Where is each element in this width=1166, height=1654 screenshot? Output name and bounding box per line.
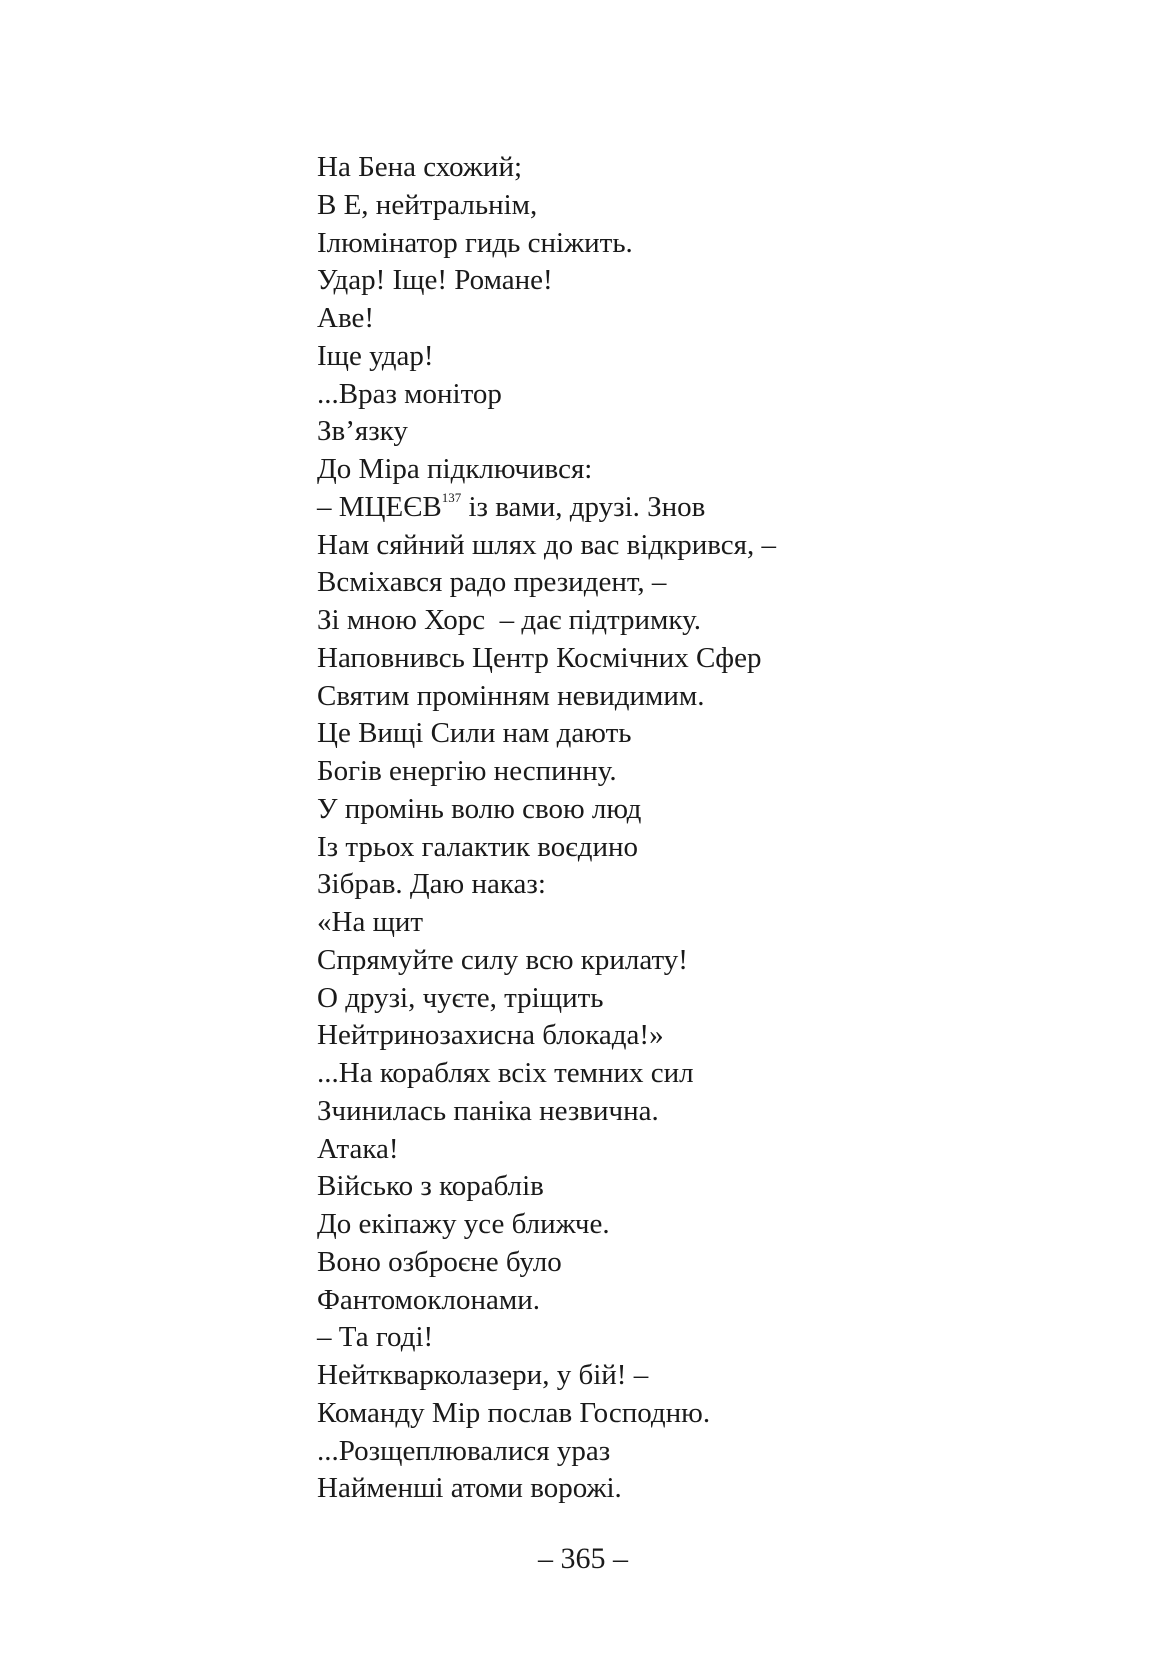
poem-line: Фантомоклонами.: [317, 1283, 540, 1316]
poem-line: Це Вищі Сили нам дають: [317, 717, 632, 750]
poem-line: Ілюмінатор гидь сніжить.: [317, 226, 633, 259]
poem-line: У промінь волю свою люд: [317, 792, 642, 825]
poem-line: Зі мною Хорс – дає підтримку.: [317, 604, 701, 636]
poem-line: На Бена схожий;: [317, 151, 523, 183]
poem: [317, 149, 1077, 1508]
poem-line: Із трьох галактик воєдино: [317, 830, 638, 863]
poem-line: ...На кораблях всіх темних сил: [317, 1057, 694, 1089]
poem-line: ...Враз монітор: [317, 377, 502, 410]
poem-line: В Е, нейтральнім,: [317, 188, 538, 221]
poem-line: Нам сяйний шлях до вас відкрився, –: [317, 528, 777, 561]
poem-line: Спрямуйте силу всю крилату!: [317, 943, 688, 976]
page-number: – 365 –: [538, 1542, 628, 1575]
poem-line: Військо з кораблів: [317, 1170, 544, 1203]
poem-line: Команду Мір послав Господню.: [317, 1396, 711, 1429]
line-text-after: із вами, друзі. Знов: [461, 490, 706, 523]
poem-line: Зчинилась паніка незвична.: [317, 1094, 659, 1127]
poem-line: Богів енергію неспинну.: [317, 755, 617, 787]
poem-line: Удар! Іще! Романе!: [317, 264, 553, 297]
poem-line: До екіпажу усе ближче.: [317, 1208, 610, 1240]
poem-line: Наповнивсь Центр Космічних Сфер: [317, 641, 762, 674]
poem-line: Нейткварколазери, у бій! –: [317, 1359, 649, 1391]
poem-line: Нейтринозахисна блокада!»: [317, 1019, 664, 1052]
poem-line: ...Розщеплювалися ураз: [317, 1434, 611, 1467]
poem-line: Воно озброєне було: [317, 1245, 562, 1278]
poem-line: Всміхався радо президент, –: [317, 566, 667, 599]
poem-line: Найменші атоми ворожі.: [317, 1472, 622, 1505]
poem-line: «На щит: [317, 906, 424, 938]
line-text-before: – МЦЕЄВ: [317, 490, 442, 523]
poem-line: Зв’язку: [317, 415, 408, 448]
footnote-reference: 137: [441, 490, 462, 506]
poem-line: До Міра підключився:: [317, 453, 593, 485]
poem-line: О друзі, чуєте, тріщить: [317, 981, 604, 1014]
poem-line: Зібрав. Даю наказ:: [317, 868, 546, 901]
poem-line: Атака!: [317, 1132, 399, 1165]
poem-line: Святим промінням невидимим.: [317, 679, 705, 712]
poem-line-with-footnote: [317, 489, 1077, 527]
poem-line: Аве!: [317, 302, 374, 334]
poem-line: Іще удар!: [317, 339, 434, 372]
poem-line: – Та годі!: [317, 1321, 434, 1354]
